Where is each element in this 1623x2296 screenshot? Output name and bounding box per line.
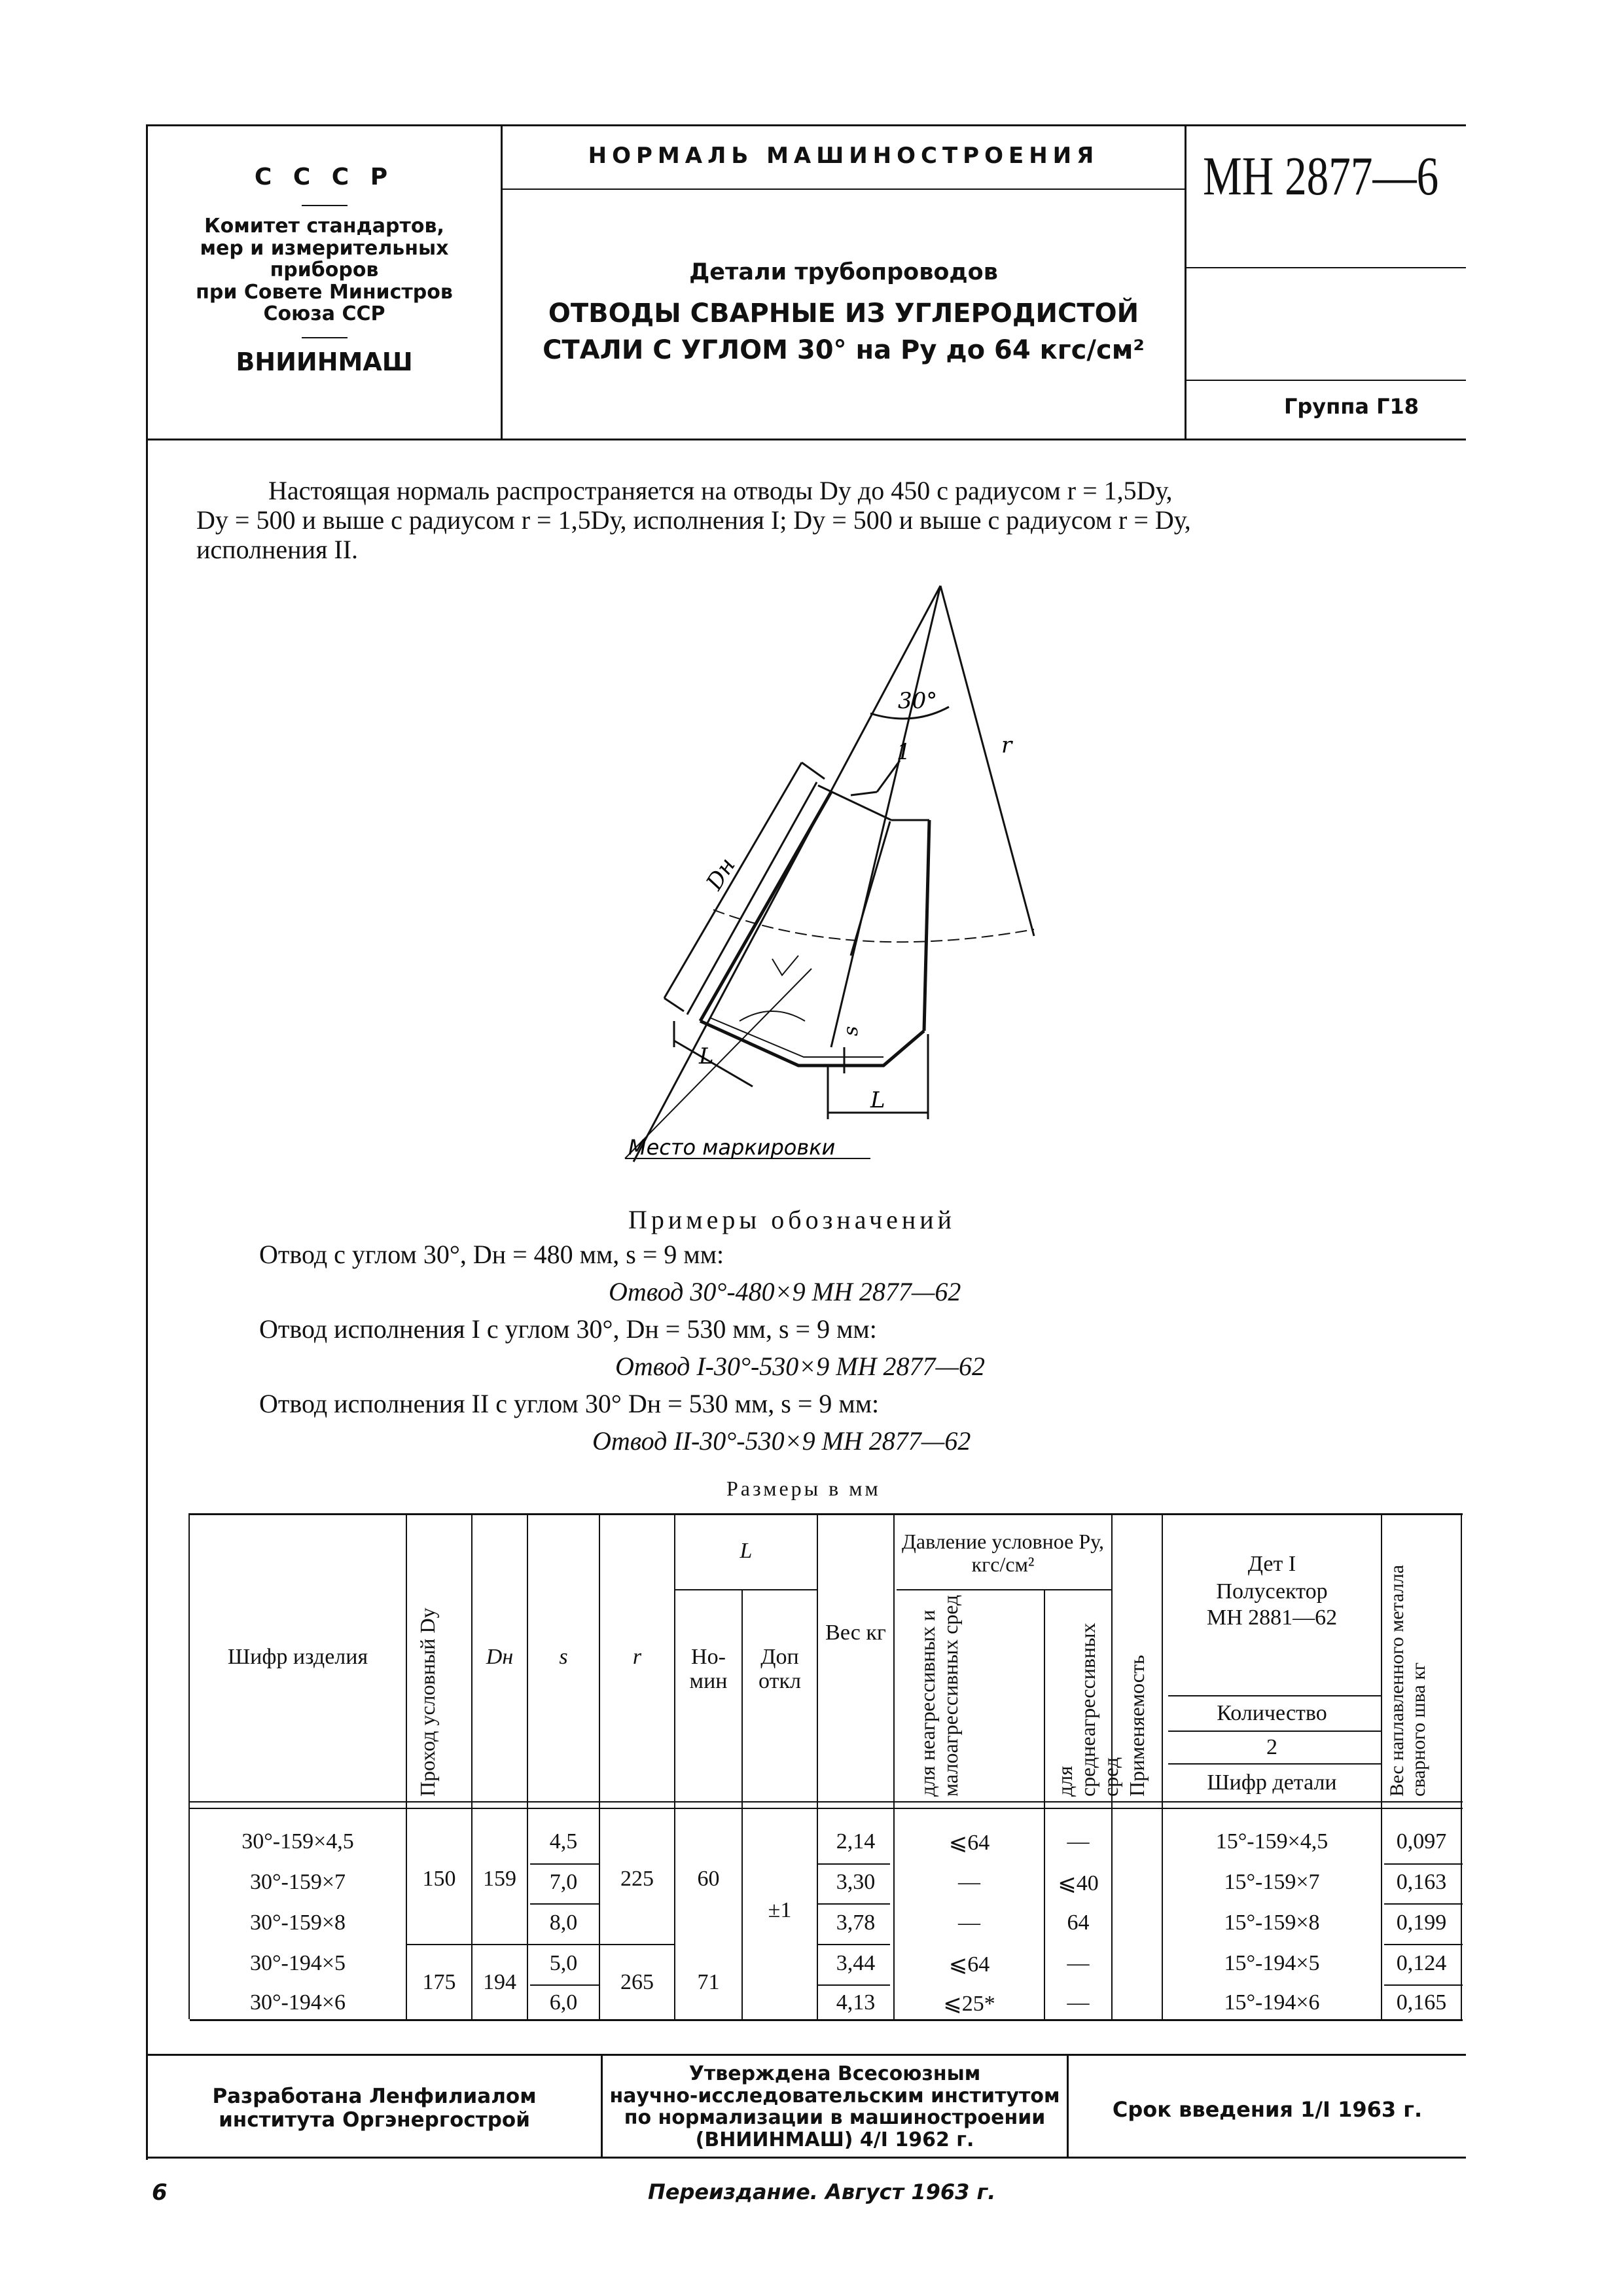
- table-row-line: [818, 1903, 890, 1905]
- row-p2: —: [1067, 1951, 1090, 1975]
- dn-label: Dн: [701, 853, 741, 895]
- row-s: 6,0: [549, 1990, 578, 2015]
- table-bottom: [190, 2019, 1463, 2021]
- s-label: s: [840, 1026, 863, 1036]
- table-row-line: [818, 1984, 890, 1986]
- org-country: С С С Р: [254, 164, 395, 190]
- header-number-line-2: [1186, 380, 1466, 381]
- header-det-sub2: МН 2881—62: [1206, 1605, 1338, 1630]
- footer-top-line: [146, 2054, 1466, 2056]
- header-pressure-medium: для среднеагрессивных сред: [1053, 1623, 1123, 1797]
- group-label: Группа Г18: [1284, 394, 1419, 419]
- table-col-line: [1461, 1513, 1462, 2019]
- header-l-nom: Но-мин: [689, 1644, 728, 1693]
- example-1-code: Отвод 30°-480×9 МН 2877—62: [609, 1277, 961, 1306]
- table-col-line: [817, 1513, 818, 2019]
- row-p1: ⩽64: [948, 1952, 990, 1977]
- org-committee-line: Комитет стандартов,: [204, 215, 444, 238]
- header-series-underline: [503, 188, 1185, 190]
- radius-label: r: [1001, 732, 1012, 759]
- angle-label: 30°: [898, 688, 938, 714]
- doc-title-line2: СТАЛИ С УГЛОМ 30° на Pу до 64 кгс/см²: [543, 335, 1145, 365]
- issuing-organization: [148, 164, 501, 376]
- header-dn: Dн: [486, 1645, 514, 1670]
- table-row-line: [530, 1903, 599, 1905]
- examples-heading: Примеры обозначений: [628, 1205, 956, 1234]
- header-weld-weight: Вес наплавленного металла сварного шва кг: [1386, 1564, 1429, 1797]
- row-p1: ⩽25*: [943, 1992, 995, 2016]
- doc-number: МН 2877—6: [1203, 146, 1439, 207]
- developed-line: института Оргэнергострой: [219, 2108, 530, 2132]
- example-2-text: Отвод исполнения I с углом 30°, Dн = 530 мм, s = 9 мм:: [259, 1314, 877, 1344]
- org-committee: [148, 215, 501, 325]
- org-institute: ВНИИНМАШ: [236, 347, 413, 376]
- example-3-text: Отвод исполнения II с углом 30° Dн = 530 мм, s = 9 мм:: [259, 1389, 880, 1418]
- row-weight: 3,78: [836, 1910, 876, 1935]
- intro-line: Dу = 500 и выше с радиусом r = 1,5Dу, исполнения I; Dу = 500 и выше с радиусом r = Dу,: [196, 505, 1191, 535]
- row-p1: ⩽64: [948, 1831, 990, 1855]
- row-p2: 64: [1067, 1910, 1090, 1935]
- row-weight: 2,14: [836, 1829, 876, 1854]
- header-l: L: [740, 1539, 753, 1564]
- row-code: 30°-194×5: [249, 1951, 346, 1975]
- doc-title-line1: ОТВОДЫ СВАРНЫЕ ИЗ УГЛЕРОДИСТОЙ: [548, 298, 1139, 329]
- header-pressure-nonaggr: для неагрессивных и малоагрессивных сред: [916, 1594, 963, 1797]
- header-pressure: Давление условное Pу, кгс/см²: [902, 1529, 1104, 1576]
- org-divider-2: [302, 337, 348, 338]
- units-caption: Размеры в мм: [726, 1477, 881, 1500]
- table-header-bottom-2: [190, 1808, 1463, 1809]
- row-code: 30°-159×7: [249, 1870, 346, 1894]
- frame-top: [146, 124, 1466, 126]
- org-committee-line: мер и измерительных: [200, 236, 449, 260]
- reprint-note: Переиздание. Август 1963 г.: [648, 2179, 996, 2204]
- intro-paragraph: [196, 476, 1466, 564]
- row-p2: ⩽40: [1058, 1871, 1099, 1895]
- table-col-line: [1381, 1513, 1382, 2019]
- header-det-sub1: Полусектор: [1216, 1579, 1328, 1604]
- group2-dn: 194: [483, 1970, 516, 1994]
- row-weight: 3,30: [836, 1870, 876, 1894]
- row-s: 8,0: [549, 1910, 578, 1935]
- intro-line: Настоящая нормаль распространяется на отводы Dу до 450 с радиусом r = 1,5Dу,: [268, 476, 1173, 505]
- example-3-code: Отвод II-30°-530×9 МН 2877—62: [592, 1426, 971, 1456]
- l-bottom-label: L: [870, 1087, 885, 1113]
- group1-r: 225: [620, 1867, 654, 1891]
- row-code: 30°-159×8: [249, 1910, 346, 1935]
- frame-left: [146, 124, 148, 2160]
- effective-date: Срок введения 1/I 1963 г.: [1112, 2097, 1423, 2122]
- header-r: r: [632, 1645, 642, 1670]
- developed-by: [148, 2085, 601, 2132]
- approved-by: [603, 2063, 1067, 2151]
- table-row-line: [530, 1863, 599, 1865]
- table-l-underline: [674, 1589, 817, 1590]
- row-weld: 0,165: [1396, 1990, 1447, 2015]
- doc-subtitle: Детали трубопроводов: [689, 259, 998, 285]
- table-group-line: [406, 1944, 674, 1945]
- row-weld: 0,199: [1396, 1910, 1447, 1935]
- org-committee-line: при Совете Министров: [196, 280, 453, 304]
- row-p1: —: [958, 1870, 980, 1894]
- header-divider-2: [1185, 124, 1186, 439]
- header-code: Шифр изделия: [227, 1645, 368, 1670]
- table-row-line: [818, 1944, 890, 1945]
- row-weight: 4,13: [836, 1990, 876, 2015]
- header-det-qty-val: 2: [1266, 1735, 1277, 1760]
- group2-l: 71: [697, 1970, 720, 1994]
- developed-line: Разработана Ленфилиалом: [212, 2085, 537, 2108]
- group1-l: 60: [697, 1867, 720, 1891]
- header-l-tol: Доп откл: [758, 1644, 801, 1693]
- intro-line: исполнения II.: [196, 534, 359, 564]
- header-number-line-1: [1186, 267, 1466, 268]
- row-s: 4,5: [549, 1829, 578, 1854]
- row-weld: 0,163: [1396, 1870, 1447, 1894]
- header-bottom-line: [146, 439, 1466, 440]
- row-weld: 0,124: [1396, 1951, 1447, 1975]
- row-code: 30°-159×4,5: [241, 1829, 354, 1854]
- table-row-line: [1384, 1863, 1463, 1865]
- series-title: НОРМАЛЬ МАШИНОСТРОЕНИЯ: [588, 143, 1099, 169]
- part-number-label: 1: [897, 739, 911, 765]
- org-committee-line: Союза ССР: [263, 302, 385, 326]
- org-committee-line: приборов: [270, 259, 379, 282]
- row-det: 15°-159×8: [1224, 1910, 1320, 1935]
- row-s: 5,0: [549, 1951, 578, 1975]
- approved-line: по нормализации в машиностроении: [624, 2106, 1046, 2130]
- row-weight: 3,44: [836, 1951, 876, 1975]
- header-det-code: Шифр детали: [1207, 1770, 1337, 1795]
- header-s: s: [559, 1645, 568, 1670]
- row-code: 30°-194×6: [249, 1990, 346, 2015]
- group1-dy: 150: [422, 1867, 456, 1891]
- group2-dy: 175: [422, 1970, 456, 1994]
- header-dy: Проход условный Dу: [416, 1607, 439, 1797]
- header-det-title: Дет I: [1247, 1552, 1296, 1577]
- row-det: 15°-194×5: [1224, 1951, 1320, 1975]
- row-weld: 0,097: [1396, 1829, 1447, 1854]
- row-s: 7,0: [549, 1870, 578, 1894]
- marking-label: Место маркировки: [628, 1135, 836, 1160]
- header-weight: Вес кг: [825, 1621, 886, 1645]
- table-row-line: [1384, 1944, 1463, 1945]
- example-1-text: Отвод с углом 30°, Dн = 480 мм, s = 9 мм:: [259, 1240, 724, 1269]
- header-applicability: Применяемость: [1125, 1655, 1149, 1797]
- tolerance: ±1: [768, 1898, 792, 1922]
- approved-line: Утверждена Всесоюзным: [688, 2062, 981, 2085]
- group1-dn: 159: [483, 1867, 516, 1891]
- header-det-qty: Количество: [1217, 1701, 1327, 1726]
- row-det: 15°-159×7: [1224, 1870, 1320, 1894]
- l-left-label: L: [699, 1043, 714, 1069]
- footer-bottom-line: [146, 2157, 1466, 2159]
- elbow-drawing: [589, 563, 1073, 1172]
- example-2-code: Отвод I-30°-530×9 МН 2877—62: [615, 1352, 986, 1381]
- table-row-line: [1384, 1984, 1463, 1986]
- approved-line: научно-исследовательским институтом: [609, 2084, 1060, 2108]
- row-p2: —: [1067, 1990, 1090, 2015]
- table-pressure-underline: [897, 1589, 1111, 1590]
- table-row-line: [1384, 1903, 1463, 1905]
- row-det: 15°-194×6: [1224, 1990, 1320, 2015]
- table-row-line: [530, 1984, 599, 1986]
- table-row-line: [818, 1863, 890, 1865]
- group2-r: 265: [620, 1970, 654, 1994]
- row-det: 15°-159×4,5: [1215, 1829, 1329, 1854]
- org-divider-1: [302, 205, 348, 206]
- table-col-line: [406, 1513, 407, 2019]
- table-header-bottom: [190, 1801, 1463, 1803]
- page-number: 6: [152, 2179, 168, 2206]
- row-p1: —: [958, 1910, 980, 1935]
- approved-line: (ВНИИНМАШ) 4/I 1962 г.: [695, 2128, 974, 2151]
- row-p2: —: [1067, 1829, 1090, 1854]
